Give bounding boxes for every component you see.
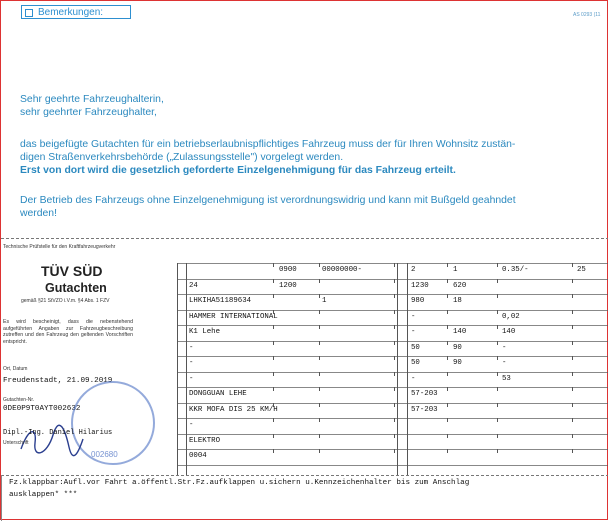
grid-cell-a: - [189, 359, 194, 367]
grid-cell-a: 24 [189, 281, 198, 290]
certification-text: Es wird bescheinigt, dass die nebenstehend aufgeführten Angaben zur Fahrzeugbeschreibung zutreffen und den Fahrzeug den geltenden Vorschriften entspricht. [3, 319, 133, 345]
remarks-label: Bemerkungen: [38, 7, 104, 18]
grid-cell-d: - [411, 312, 416, 321]
grid-cell-e: 620 [453, 281, 467, 290]
grid-cell-a: HAMMER INTERNATIONAL [189, 312, 278, 321]
grid-cell-a: - [189, 374, 194, 383]
office-name: Technische Prüfstelle für den Kraftfahrzeugverkehr [3, 244, 116, 250]
grid-cell-f: 140 [502, 328, 516, 336]
place-date-label: Ort, Datum [3, 366, 28, 372]
report-title: Gutachten [45, 281, 107, 295]
grid-cell-f: 0,02 [502, 312, 520, 321]
grid-cell-a: LHKIHA51189634 [189, 297, 252, 305]
grid-cell-e: 1 [453, 266, 458, 274]
grid-cell-a: - [189, 421, 194, 429]
grid-cell-c: 1 [322, 297, 327, 305]
signature-name: Dipl.-Ing. Daniel Hilarius [3, 429, 113, 437]
paragraph-1-line-1: das beigefügte Gutachten für ein betriebserlaubnispflichtiges Fahrzeug muss der für Ihren Wohnsitz zustän- [20, 139, 516, 150]
grid-cell-f: - [502, 343, 507, 352]
tear-line [1, 238, 608, 239]
vehicle-data-grid [177, 263, 608, 475]
grid-cell-e: 90 [453, 343, 462, 352]
checkbox-icon[interactable] [25, 9, 33, 17]
grid-cell-d: 2 [411, 266, 416, 274]
report-number-label: Gutachten-Nr. [3, 397, 35, 403]
grid-cell-b: 0900 [279, 266, 297, 274]
grid-cell-d: 57-203 [411, 405, 438, 414]
grid-cell-a: 0004 [189, 452, 207, 460]
paragraph-1-line-2: digen Straßenverkehrsbehörde („Zulassungsstelle") vorgelegt werden. [20, 152, 344, 163]
place-date-value: Freudenstadt, 21.09.2019 [3, 377, 113, 385]
grid-cell-c: 00000000- [322, 266, 362, 274]
footer-note-line-1: Fz.klappbar:Aufl.vor Fahrt a.öffentl.Str.Fz.aufklappen u.sichern u.Kennzeichenhalter bis zum Anschlag [9, 479, 470, 487]
grid-cell-e: 18 [453, 297, 462, 305]
signature-label: Unterschrift [3, 440, 29, 446]
report-number-value: 0DE0P9T0AYT002632 [3, 405, 81, 413]
grid-cell-g: 25 [577, 266, 586, 274]
grid-cell-e: 90 [453, 359, 462, 367]
organization-name: TÜV SÜD [41, 263, 103, 279]
form-number: AS 0293 (11 [573, 12, 601, 18]
grid-cell-f: 53 [502, 374, 511, 383]
paragraph-2-line-1: Der Betrieb des Fahrzeugs ohne Einzelgenehmigung ist verordnungswidrig und kann mit Bußgeld geahndet [20, 195, 516, 206]
grid-cell-d: 57-203 [411, 390, 438, 398]
grid-cell-d: - [411, 374, 416, 383]
grid-cell-d: 980 [411, 297, 425, 305]
footer-rule [1, 475, 608, 476]
footer-note-line-2: ausklappen* *** [9, 491, 78, 499]
paragraph-2-line-2: werden! [20, 208, 57, 219]
greeting-line-2: sehr geehrter Fahrzeughalter, [20, 107, 157, 118]
remarks-checkbox-field[interactable] [21, 5, 131, 19]
legal-basis: gemäß §21 StVZO i.V.m. §4 Abs. 1 FZV [21, 298, 110, 304]
grid-cell-a: DONGGUAN LEHE [189, 390, 247, 398]
grid-cell-a: ELEKTRO [189, 436, 221, 445]
grid-cell-e: 140 [453, 328, 467, 336]
grid-cell-d: 50 [411, 359, 420, 367]
grid-cell-d: - [411, 328, 416, 336]
grid-cell-a: - [189, 343, 194, 352]
paragraph-1-bold: Erst von dort wird die gesetzlich geforderte Einzelgenehmigung für das Fahrzeug erteilt. [20, 165, 456, 176]
grid-cell-d: 50 [411, 343, 420, 352]
grid-cell-a: KKR MOFA DIS 25 KM/H [189, 405, 278, 414]
stamp-number: 002680 [91, 450, 118, 459]
grid-cell-b: 1200 [279, 281, 297, 290]
grid-cell-d: 1230 [411, 281, 429, 290]
grid-cell-a: K1 Lehe [189, 328, 221, 336]
grid-cell-f: 0.35/- [502, 266, 529, 274]
greeting-line-1: Sehr geehrte Fahrzeughalterin, [20, 94, 164, 105]
grid-cell-f: - [502, 359, 507, 367]
